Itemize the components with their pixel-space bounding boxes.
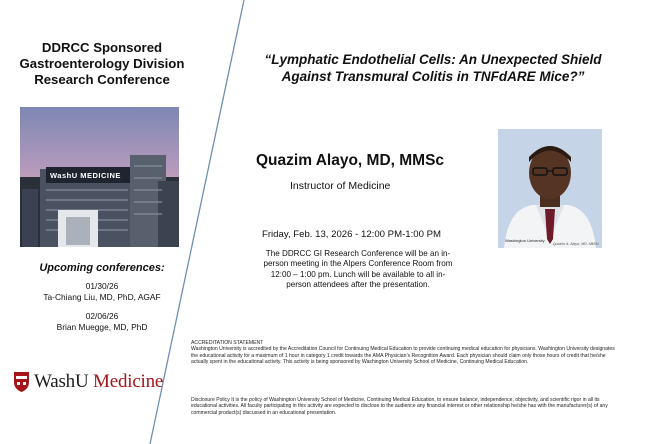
event-description: The DDRCC GI Research Conference will be an in-person meeting in the Alpers Conference Room from 12:00 – 1:00 pm. Lunch will be available to all in-person attendees after the presentation. xyxy=(263,249,453,290)
conference-date: 02/06/26 xyxy=(85,311,119,321)
accreditation-statement xyxy=(191,340,616,365)
hero-building-sign: WashU MEDICINE xyxy=(50,171,121,180)
event-datetime: Friday, Feb. 13, 2026 - 12:00 PM-1:00 PM xyxy=(262,229,441,240)
talk-title: “Lymphatic Endothelial Cells: An Unexpected Shield Against Transmural Colitis in TNFdARE Mice?” xyxy=(264,52,602,84)
conference-date: 01/30/26 xyxy=(85,281,119,291)
washu-medicine-logo xyxy=(11,364,164,400)
conference-entry-2 xyxy=(8,311,196,333)
logo-text-washu: WashU xyxy=(34,371,94,392)
photo-signature: Quazim A. Alayo, MD, MMSc xyxy=(552,242,599,246)
disclosure-policy: Disclosure Policy It is the policy of Washington University School of Medicine, Continuing Medical Education, to ensure balance, independence, objectivity, and scientific rigor in all its educational activities. All faculty participating in this activity are expected to disclose to the audience any financial interest or other relationship he/she has with the manufacturer(s) of any commercial product(s) discussed in an educational presentation. xyxy=(191,397,608,416)
accreditation-body: Washington University is accredited by the Accreditation Council for Continuing Medical Education to provide continuing medical education for physicians. Washington University designates the educational activity for a maximum of 1 hour in category 1 credit towards the AMA Physician’s Recognition Award. Each physician should claim only those hours of credit that he/she actually spent in the educational activity. This activity is being sponsored by Washington University School of Medicine, Continuing Medical Education. xyxy=(191,346,615,365)
conference-entry-1 xyxy=(8,281,196,303)
conference-speaker: Ta-Chiang Liu, MD, PhD, AGAF xyxy=(43,292,161,302)
campus-building-photo xyxy=(20,107,179,247)
speaker-headshot xyxy=(498,129,602,248)
shield-icon xyxy=(13,371,30,393)
conference-series-title: DDRCC Sponsored Gastroenterology Division Research Conference xyxy=(19,40,185,87)
speaker-name: Quazim Alayo, MD, MMSc xyxy=(256,152,445,169)
accreditation-heading: ACCREDITATION STATEMENT xyxy=(191,340,264,346)
conference-speaker: Brian Muegge, MD, PhD xyxy=(56,322,148,332)
speaker-role: Instructor of Medicine xyxy=(290,180,391,192)
logo-text-medicine: Medicine xyxy=(93,371,164,392)
photo-washu-mark: Washington University xyxy=(505,237,545,243)
upcoming-heading: Upcoming conferences: xyxy=(39,262,165,274)
